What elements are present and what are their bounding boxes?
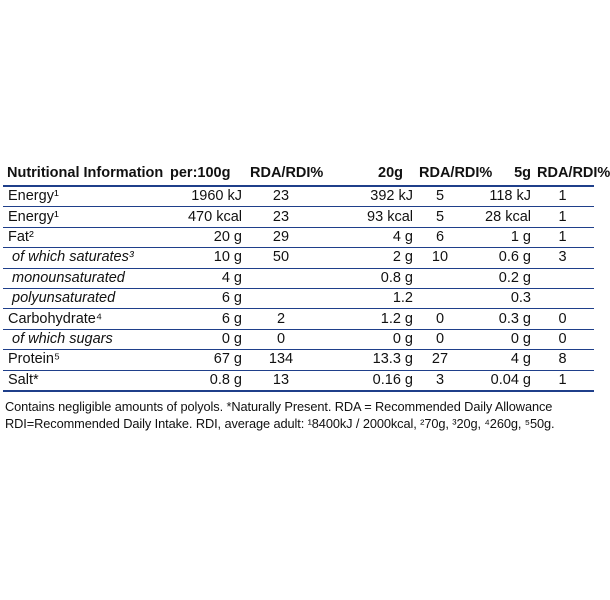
nutrient-name: Energy¹	[3, 207, 168, 227]
nutrition-panel	[3, 160, 610, 432]
header-nutrient: Nutritional Information	[3, 160, 168, 186]
rda-per-20g: 10	[413, 248, 467, 268]
value-per-100g: 0 g	[168, 329, 250, 349]
value-per-100g: 0.8 g	[168, 370, 250, 391]
rda-per-20g	[413, 268, 467, 288]
value-per-20g: 13.3 g	[312, 350, 413, 370]
rda-per-20g: 6	[413, 227, 467, 247]
table-header-row	[3, 160, 594, 186]
rda-per-100g: 2	[250, 309, 312, 329]
rda-per-20g: 0	[413, 329, 467, 349]
table-row	[3, 227, 594, 247]
value-per-5g: 0.3 g	[467, 309, 531, 329]
value-per-20g: 4 g	[312, 227, 413, 247]
footnotes	[3, 398, 597, 432]
value-per-5g: 1 g	[467, 227, 531, 247]
value-per-20g: 1.2	[312, 288, 413, 308]
value-per-100g: 6 g	[168, 309, 250, 329]
value-per-20g: 93 kcal	[312, 207, 413, 227]
value-per-5g: 118 kJ	[467, 186, 531, 207]
rda-per-5g: 3	[531, 248, 594, 268]
rda-per-20g: 0	[413, 309, 467, 329]
nutrient-name: Fat²	[3, 227, 168, 247]
value-per-100g: 1960 kJ	[168, 186, 250, 207]
value-per-20g: 2 g	[312, 248, 413, 268]
header-per-100g: per:100g	[168, 160, 250, 186]
nutrient-name: of which sugars	[3, 329, 168, 349]
value-per-5g: 0.3	[467, 288, 531, 308]
value-per-100g: 470 kcal	[168, 207, 250, 227]
nutrition-table	[3, 160, 610, 392]
rda-per-20g: 5	[413, 186, 467, 207]
nutrient-name: Carbohydrate⁴	[3, 309, 168, 329]
nutrient-name: polyunsaturated	[3, 288, 168, 308]
rda-per-100g	[250, 268, 312, 288]
value-per-100g: 67 g	[168, 350, 250, 370]
table-row	[3, 350, 594, 370]
rda-per-5g: 0	[531, 309, 594, 329]
table-row	[3, 186, 594, 207]
header-per-5g: 5g	[467, 160, 531, 186]
rda-per-5g: 1	[531, 227, 594, 247]
rda-per-100g: 50	[250, 248, 312, 268]
header-rda-5g: RDA/RDI%	[531, 160, 594, 186]
table-row	[3, 248, 594, 268]
value-per-20g: 1.2 g	[312, 309, 413, 329]
header-per-20g: 20g	[312, 160, 413, 186]
rda-per-20g: 3	[413, 370, 467, 391]
footnote-line: RDI=Recommended Daily Intake. RDI, average adult: ¹8400kJ / 2000kcal, ²70g, ³20g, ⁴260g, ⁵50g.	[5, 415, 555, 431]
rda-per-20g: 5	[413, 207, 467, 227]
value-per-5g: 4 g	[467, 350, 531, 370]
value-per-5g: 0 g	[467, 329, 531, 349]
value-per-5g: 0.04 g	[467, 370, 531, 391]
table-body	[3, 186, 594, 391]
rda-per-100g: 13	[250, 370, 312, 391]
table-row	[3, 329, 594, 349]
rda-per-100g: 23	[250, 186, 312, 207]
nutrient-name: monounsaturated	[3, 268, 168, 288]
table-row	[3, 309, 594, 329]
value-per-5g: 0.6 g	[467, 248, 531, 268]
rda-per-100g: 134	[250, 350, 312, 370]
value-per-20g: 392 kJ	[312, 186, 413, 207]
value-per-20g: 0.8 g	[312, 268, 413, 288]
value-per-100g: 20 g	[168, 227, 250, 247]
nutrient-name: Energy¹	[3, 186, 168, 207]
nutrient-name: Salt*	[3, 370, 168, 391]
value-per-20g: 0.16 g	[312, 370, 413, 391]
rda-per-20g	[413, 288, 467, 308]
header-rda-100g: RDA/RDI%	[250, 160, 312, 186]
table-row	[3, 370, 594, 391]
rda-per-5g: 0	[531, 329, 594, 349]
rda-per-5g	[531, 288, 594, 308]
rda-per-100g	[250, 288, 312, 308]
rda-per-100g: 29	[250, 227, 312, 247]
value-per-100g: 4 g	[168, 268, 250, 288]
value-per-20g: 0 g	[312, 329, 413, 349]
value-per-5g: 28 kcal	[467, 207, 531, 227]
rda-per-100g: 23	[250, 207, 312, 227]
rda-per-100g: 0	[250, 329, 312, 349]
header-rda-20g: RDA/RDI%	[413, 160, 467, 186]
rda-per-5g	[531, 268, 594, 288]
value-per-5g: 0.2 g	[467, 268, 531, 288]
footnote-line: Contains negligible amounts of polyols. *Naturally Present. RDA = Recommended Daily Allowance	[5, 398, 553, 414]
value-per-100g: 6 g	[168, 288, 250, 308]
rda-per-20g: 27	[413, 350, 467, 370]
rda-per-5g: 1	[531, 207, 594, 227]
rda-per-5g: 1	[531, 186, 594, 207]
table-row	[3, 207, 594, 227]
rda-per-5g: 1	[531, 370, 594, 391]
table-row	[3, 268, 594, 288]
value-per-100g: 10 g	[168, 248, 250, 268]
table-row	[3, 288, 594, 308]
rda-per-5g: 8	[531, 350, 594, 370]
nutrient-name: Protein⁵	[3, 350, 168, 370]
nutrient-name: of which saturates³	[3, 248, 168, 268]
